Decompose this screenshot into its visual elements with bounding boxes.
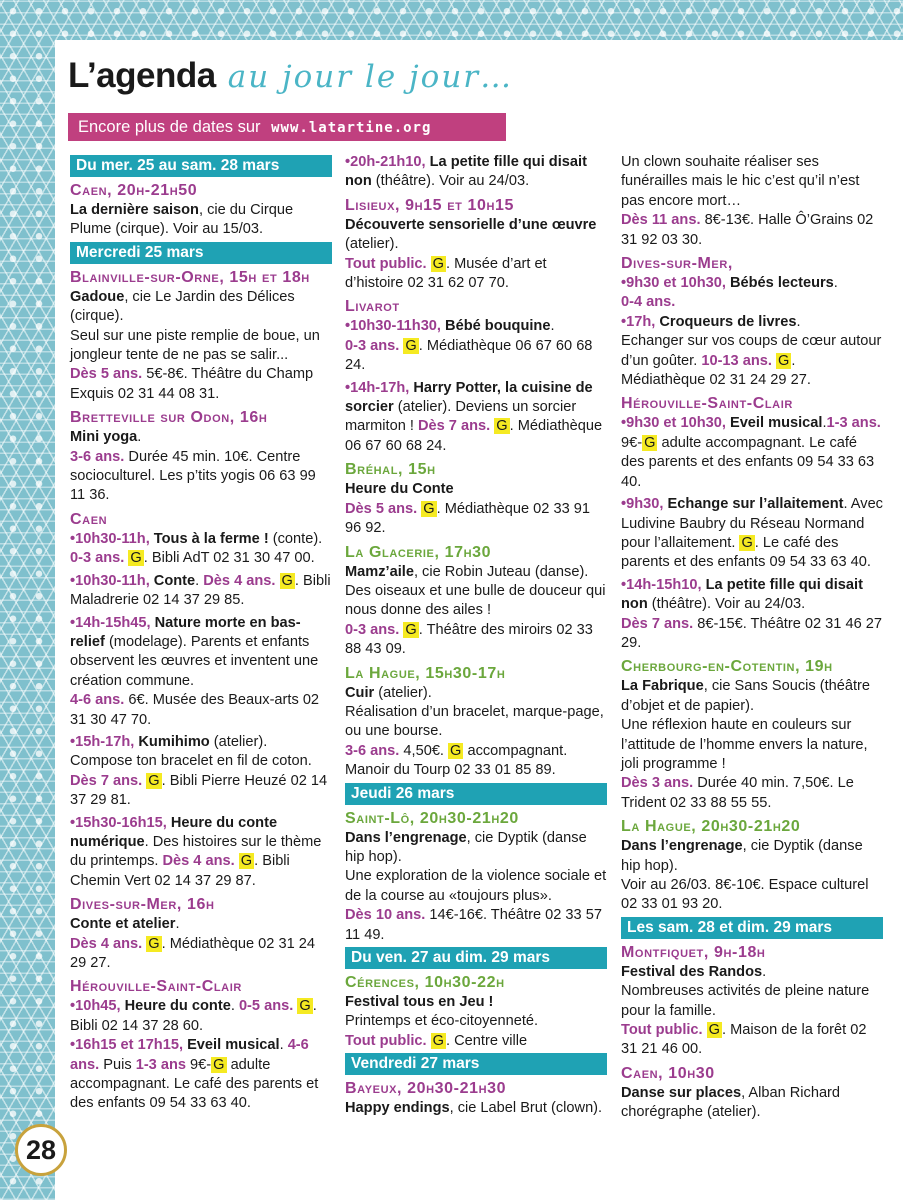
event-text: . Centre ville: [446, 1032, 528, 1049]
age-badge: Dès 7 ans.: [70, 772, 143, 789]
event-text: , cie Sans Soucis (théâtre d’objet et de papier).: [621, 678, 871, 714]
event-title: La Fabrique: [621, 678, 704, 695]
event-description: Seul sur une piste remplie de boue, un jongleur tente de ne pas se salir...: [70, 327, 320, 364]
event-entry: [345, 829, 607, 868]
event-text: . Des histoires sur le thème du printemps.: [70, 833, 322, 870]
event-time: •14h-17h,: [345, 379, 410, 396]
event-time: •9h30 et 10h30,: [621, 275, 726, 292]
free-badge: G: [778, 352, 790, 369]
event-entry: [345, 216, 607, 255]
event-time: •15h-17h,: [70, 733, 135, 750]
agenda-column-1: [70, 153, 332, 1114]
title-main: L’agenda: [68, 56, 216, 95]
age-badge: 0-3 ans.: [345, 337, 400, 354]
event-text: . Le café des parents et des enfants 09 54 33 63 40.: [621, 534, 871, 571]
event-info: [70, 935, 332, 974]
agenda-column-2: [345, 153, 607, 1119]
event-title: Dans l’engrenage: [345, 829, 467, 846]
free-badge: G: [130, 550, 142, 567]
age-badge: 0-3 ans.: [345, 621, 400, 638]
event-text: 9€-: [621, 434, 643, 451]
free-badge: G: [405, 621, 417, 638]
event-text: Durée 45 min. 10€. Centre socioculturel. Les p’tits yogis 06 63 99 11 36.: [70, 448, 316, 504]
age-badge: 10-13 ans.: [701, 352, 772, 369]
event-description: Réalisation d’un bracelet, marque-page, ou une bourse.: [345, 703, 604, 740]
event-title: Echange sur l’allaitement: [663, 496, 844, 513]
event-entry: [70, 572, 332, 611]
place-heading: Hérouville-Saint-Clair: [70, 978, 242, 996]
event-text: .: [230, 998, 239, 1015]
event-title: Danse sur places: [621, 1084, 742, 1101]
age-badge: Dès 4 ans.: [203, 572, 276, 589]
event-entry: [70, 733, 332, 811]
free-badge: G: [708, 1022, 721, 1039]
event-text: . Bibli Maladrerie 02 14 37 29 85.: [70, 572, 331, 609]
age-badge: Dès 11 ans.: [621, 212, 701, 229]
event-entry: [345, 317, 607, 336]
age-badge: 0-3 ans.: [70, 550, 125, 567]
event-title: Bébés lecteurs: [725, 275, 834, 292]
event-time: •10h30-11h,: [70, 530, 150, 547]
free-badge: G: [741, 534, 753, 551]
place-heading: Bayeux, 20h30-21h30: [345, 1080, 507, 1098]
banner-text: Encore plus de dates sur: [78, 118, 261, 136]
event-entry: [70, 288, 332, 327]
age-badge: 4-6 ans.: [70, 692, 125, 709]
event-title: Mini yoga: [70, 429, 138, 446]
date-header: Jeudi 26 mars: [345, 783, 607, 805]
event-title: Découverte sensorielle d’une œuvre: [345, 216, 597, 233]
event-entry: [345, 1099, 607, 1118]
event-time: •9h30 et 10h30,: [621, 415, 726, 432]
place-heading: Cérences, 10h30-22h: [345, 974, 505, 991]
date-header: Les sam. 28 et dim. 29 mars: [621, 917, 883, 939]
event-title: Kumihimo: [134, 733, 210, 750]
age-badge: Dès 4 ans.: [162, 853, 235, 870]
event-text: 6€. Musée des Beaux-arts 02 31 30 47 70.: [70, 692, 320, 728]
age-badge: 1-3 ans: [135, 1056, 186, 1073]
place-heading: La Hague, 15h30-17h: [345, 664, 506, 682]
event-entry: [70, 530, 332, 569]
free-badge: G: [496, 418, 508, 435]
event-text: .: [175, 916, 180, 933]
event-text: (atelier).: [345, 236, 399, 253]
event-entry: [621, 837, 883, 876]
free-badge: G: [148, 935, 160, 952]
place-heading: Blainville-sur-Orne, 15h et 18h: [70, 268, 310, 286]
event-entry: [621, 963, 883, 982]
free-badge: G: [423, 500, 435, 517]
date-header: Mercredi 25 mars: [70, 242, 332, 264]
event-time: •14h-15h10,: [621, 576, 702, 593]
place-heading: La Hague, 20h30-21h20: [621, 818, 801, 836]
event-title: Dans l’engrenage: [621, 838, 743, 855]
event-title: Bébé bouquine: [440, 318, 551, 335]
free-badge: G: [213, 1056, 225, 1073]
event-title: Festival des Randos: [621, 963, 763, 980]
event-text: . Médiathèque 02 31 24 29 27.: [70, 935, 315, 971]
event-text: , cie Le Jardin des Délices (cirque).: [70, 288, 295, 325]
place-heading: Caen, 20h-21h50: [70, 182, 198, 199]
event-time: •9h30,: [621, 496, 664, 513]
event-entry: [345, 153, 607, 192]
age-badge: Tout public.: [345, 255, 427, 272]
event-entry: [345, 563, 607, 621]
event-text: 14€-16€. Théâtre 02 33 57 11 49.: [345, 907, 602, 943]
event-text: adulte accompagnant. Le café des parents et des enfants 09 54 33 63 40.: [621, 434, 875, 490]
age-badge: Tout public.: [621, 1022, 703, 1039]
age-badge: 0-5 ans.: [238, 998, 294, 1015]
event-text: Puis: [99, 1056, 136, 1073]
event-time: •14h-15h45,: [70, 614, 151, 631]
event-text: .: [822, 415, 827, 432]
event-entry: [345, 379, 607, 457]
event-text: 8€-13€. Halle Ô’Grains 02 31 92 03 30.: [621, 212, 874, 248]
age-badge: Tout public.: [345, 1032, 427, 1049]
free-badge: G: [405, 337, 417, 354]
free-badge: G: [644, 434, 656, 451]
place-heading: Dives-sur-Mer, 16h: [70, 896, 215, 914]
agenda-column-3: [621, 153, 883, 1123]
event-text: .: [137, 429, 142, 446]
date-header: Du mer. 25 au sam. 28 mars: [70, 155, 332, 177]
age-badge: Dès 7 ans.: [621, 615, 694, 632]
event-text: (modelage). Parents et enfants observent les œuvres et inventent une création commune.: [70, 633, 319, 689]
event-info: [621, 615, 883, 654]
event-info: [345, 621, 607, 660]
event-text: . Avec Ludivine Baubry du Réseau Normand pour l’allaitement.: [621, 496, 883, 551]
free-badge: G: [299, 998, 311, 1015]
event-entry: [621, 313, 883, 332]
place-heading: Bréhal, 15h: [345, 461, 436, 479]
event-info: [70, 365, 332, 404]
event-entry: [621, 495, 883, 573]
event-text: adulte accompagnant. Le café des parents et des enfants 09 54 33 63 40.: [70, 1056, 319, 1112]
event-text: , cie Label Brut (clown).: [449, 1100, 603, 1117]
free-badge: G: [148, 772, 160, 789]
event-entry: [621, 414, 883, 492]
event-text: (théâtre). Voir au 24/03.: [647, 596, 806, 613]
event-title: Heure du conte numérique: [70, 814, 278, 850]
event-text: 5€-8€. Théâtre du Champ Exquis 02 31 44 08 31.: [70, 366, 314, 402]
event-title: Mamz’aile: [345, 563, 414, 580]
event-entry: [621, 1084, 883, 1123]
event-text: , cie Robin Juteau (danse). Des oiseaux et une bulle de douceur qui nous donne des ailes !: [345, 563, 606, 619]
event-title: Croqueurs de livres: [655, 313, 797, 330]
event-text: , cie Dyptik (danse hip hop).: [621, 838, 863, 874]
event-text: . Médiathèque 06 67 60 68 24.: [345, 337, 593, 374]
date-header: Du ven. 27 au dim. 29 mars: [345, 947, 607, 969]
age-badge: Dès 4 ans.: [70, 935, 143, 952]
event-text: Echanger sur vos coups de cœur autour d’un goûter.: [621, 333, 882, 369]
event-title: Tous à la ferme !: [149, 530, 269, 547]
event-time: •16h15 et 17h15,: [70, 1037, 184, 1054]
event-entry: [70, 915, 332, 934]
more-dates-banner: [68, 113, 506, 141]
event-text: 8€-15€. Théâtre 02 31 46 27 29.: [621, 615, 882, 651]
event-text: (théâtre). Voir au 24/03.: [371, 173, 530, 190]
age-badge: Dès 10 ans.: [345, 907, 426, 924]
age-badge: 1-3 ans.: [826, 415, 881, 432]
event-title: Cuir: [345, 684, 375, 701]
event-text: .: [279, 1037, 284, 1054]
event-info: [345, 500, 607, 539]
event-title: Nature morte en bas-relief: [70, 614, 301, 650]
event-text: . Médiathèque 02 33 91 96 92.: [345, 500, 590, 537]
event-title: Happy endings: [345, 1100, 450, 1117]
place-heading: Dives-sur-Mer,: [621, 255, 733, 273]
free-badge: G: [432, 255, 445, 272]
age-badge: Dès 5 ans.: [70, 366, 143, 383]
event-text: , Alban Richard chorégraphe (atelier).: [621, 1084, 841, 1121]
title-script: au jour le jour…: [227, 59, 514, 95]
event-text: .: [762, 963, 767, 980]
event-entry: [621, 576, 883, 615]
event-info: [621, 1021, 883, 1060]
age-badge: Dès 3 ans.: [621, 775, 694, 792]
event-text: 9€-: [186, 1056, 212, 1073]
place-heading: La Glacerie, 17h30: [345, 543, 492, 561]
event-title: Harry Potter, la cuisine de sorcier: [345, 379, 593, 416]
event-text: . Bibli 02 14 37 28 60.: [70, 998, 317, 1034]
event-info: [621, 774, 883, 813]
place-heading: Hérouville-Saint-Clair: [621, 395, 793, 413]
event-text: . Bibli AdT 02 31 30 47 00.: [143, 550, 315, 567]
event-text: 4,50€.: [399, 742, 449, 759]
event-text: (atelier). Deviens un sorcier marmiton !: [345, 399, 577, 435]
event-info: [345, 1032, 607, 1051]
event-title: Conte: [149, 572, 196, 589]
event-time: •17h,: [621, 313, 656, 330]
age-badge: Dès 7 ans.: [417, 418, 491, 435]
event-info: [345, 742, 607, 781]
event-text: Durée 40 min. 7,50€. Le Trident 02 33 88 55 55.: [621, 775, 854, 811]
event-description: Un clown souhaite réaliser ses funérailles mais le hic c’est qu’il n’est pas encore mort…: [621, 154, 860, 209]
event-title: Festival tous en Jeu !: [345, 994, 494, 1010]
event-info: [345, 337, 607, 376]
event-title: Conte et atelier: [70, 916, 176, 933]
event-time: •10h30-11h30,: [345, 318, 441, 335]
place-heading: Cherbourg-en-Cotentin, 19h: [621, 658, 833, 676]
event-info: [345, 906, 607, 945]
event-description: Nombreuses activités de pleine nature pour la famille.: [621, 983, 870, 1019]
age-badge: Dès 5 ans.: [345, 500, 418, 517]
banner-url-link[interactable]: www.latartine.org: [271, 120, 432, 136]
event-text: (atelier).: [374, 684, 432, 701]
free-badge: G: [281, 572, 293, 589]
event-text: . Théâtre des miroirs 02 33 88 43 09.: [345, 621, 593, 658]
event-entry: [621, 274, 883, 293]
age-badge: 4-6 ans.: [70, 1037, 309, 1073]
event-title: Gadoue: [70, 288, 125, 305]
event-info: [621, 211, 883, 250]
event-text: . Bibli Chemin Vert 02 14 37 29 87.: [70, 853, 290, 889]
event-text: . Musée d’art et d’histoire 02 31 62 07 70.: [345, 255, 547, 292]
event-text: . Médiathèque 06 67 60 68 24.: [345, 418, 603, 454]
event-entry: [70, 428, 332, 447]
event-text: , cie Dyptik (danse hip hop).: [345, 829, 587, 865]
event-entry: [70, 1036, 332, 1114]
event-time: •15h30-16h15,: [70, 814, 167, 831]
event-description: Une réflexion haute en couleurs sur l’attitude de l’homme envers la nature, joli programme !: [621, 717, 868, 772]
event-title: La petite fille qui disait non: [345, 154, 587, 190]
page-title: [68, 56, 513, 96]
event-text: (conte).: [268, 530, 323, 547]
place-heading: Montfiquet, 9h-18h: [621, 943, 766, 961]
place-heading: Saint-Lô, 20h30-21h20: [345, 809, 519, 827]
place-heading: Bretteville sur Odon, 16h: [70, 409, 268, 427]
place-heading: Caen, 10h30: [621, 1064, 715, 1082]
event-text: .: [796, 313, 801, 330]
event-text: .: [833, 275, 838, 292]
event-text: (atelier). Compose ton bracelet en fil de coton.: [70, 733, 312, 770]
event-info: [70, 691, 332, 730]
event-entry: [70, 614, 332, 692]
event-entry: [621, 677, 883, 716]
event-title: La dernière saison: [70, 202, 199, 218]
event-entry: [70, 814, 332, 892]
event-entry: [70, 201, 332, 240]
event-title: Heure du Conte: [345, 481, 454, 498]
place-heading: Lisieux, 9h15 et 10h15: [345, 196, 515, 214]
event-description: Une exploration de la violence sociale et de la course au «toujours plus».: [345, 868, 607, 904]
event-time: •10h45,: [70, 998, 121, 1015]
event-time: •10h30-11h,: [70, 572, 150, 589]
event-title: La petite fille qui disait non: [621, 576, 863, 613]
event-text: accompagnant. Manoir du Tourp 02 33 01 85 89.: [345, 742, 568, 779]
event-info: [70, 448, 332, 506]
event-title: Heure du conte: [120, 998, 231, 1015]
event-time: •20h-21h10,: [345, 154, 426, 170]
event-info: [345, 255, 607, 294]
event-text: . Bibli Pierre Heuzé 02 14 37 29 81.: [70, 772, 328, 809]
event-description: Printemps et éco-citoyenneté.: [345, 1013, 539, 1030]
place-heading: Livarot: [345, 298, 400, 316]
free-badge: G: [432, 1032, 445, 1049]
event-title: Eveil musical: [183, 1037, 280, 1054]
age-badge: 0-4 ans.: [621, 294, 676, 311]
event-entry: [70, 997, 332, 1036]
event-text: . Maison de la forêt 02 31 21 46 00.: [621, 1022, 867, 1058]
event-entry: [345, 684, 607, 703]
age-badge: 3-6 ans.: [70, 448, 125, 465]
event-info: Voir au 26/03. 8€-10€. Espace culturel 02 33 01 93 20.: [621, 877, 869, 913]
age-badge: 3-6 ans.: [345, 742, 400, 759]
place-heading: Caen: [70, 510, 108, 528]
page-number: 28: [15, 1124, 67, 1176]
event-text: . Médiathèque 02 31 24 29 27.: [621, 352, 811, 389]
event-text: .: [550, 318, 555, 335]
date-header: Vendredi 27 mars: [345, 1053, 607, 1075]
event-title: Eveil musical: [725, 415, 823, 432]
free-badge: G: [450, 742, 462, 759]
free-badge: G: [240, 853, 253, 870]
event-info: [621, 332, 883, 390]
event-text: , cie du Cirque Plume (cirque). Voir au 15/03.: [70, 202, 294, 238]
event-text: .: [195, 572, 204, 589]
